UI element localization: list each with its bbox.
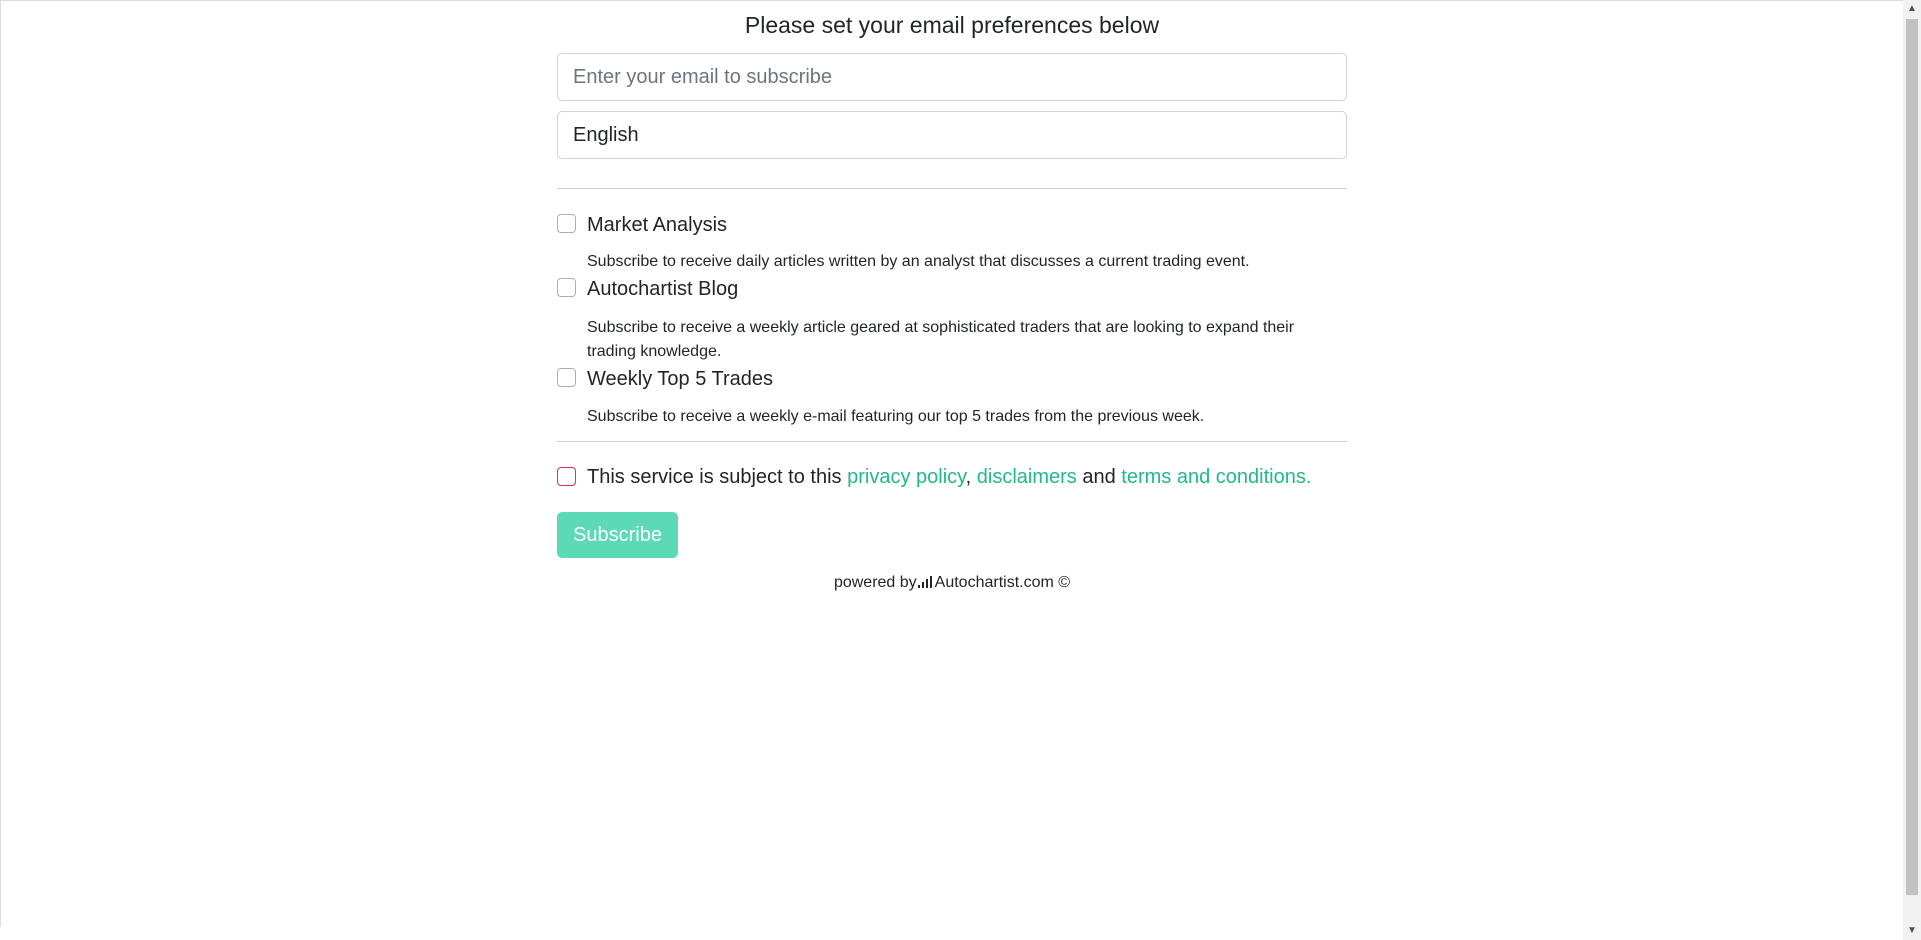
option-label: Autochartist Blog [587, 278, 739, 300]
scroll-down-arrow-icon[interactable]: ▼ [1907, 925, 1917, 936]
terms-and-conditions-link[interactable]: terms and conditions. [1121, 466, 1312, 488]
terms-comma: , [965, 466, 972, 488]
powered-by-text: powered by [833, 574, 917, 591]
vertical-scrollbar[interactable] [1903, 0, 1921, 940]
terms-prefix: This service is subject to this [587, 466, 848, 488]
privacy-policy-link[interactable]: privacy policy [847, 466, 966, 488]
scrollbar-thumb[interactable] [1906, 19, 1918, 895]
option-weekly-top-5-trades [557, 366, 1347, 429]
option-label: Market Analysis [587, 214, 728, 236]
autochartist-blog-checkbox[interactable] [557, 278, 576, 297]
option-description: Subscribe to receive a weekly e-mail featuring our top 5 trades from the previous week. [587, 408, 1205, 425]
option-description: Subscribe to receive a weekly article geared at sophisticated traders that are looking to expand their trading knowledge. [587, 319, 1295, 360]
divider [557, 188, 1347, 189]
bottom-strip [0, 927, 1903, 940]
disclaimers-link[interactable]: disclaimers [976, 466, 1077, 488]
market-analysis-checkbox[interactable] [557, 214, 576, 233]
option-description: Subscribe to receive daily articles written by an analyst that discusses a current trading event. [587, 253, 1250, 270]
terms-and: and [1076, 466, 1122, 488]
terms-agreement [557, 464, 1347, 490]
terms-checkbox[interactable] [557, 467, 576, 486]
language-select[interactable] [557, 111, 1347, 159]
preferences-form [557, 1, 1347, 595]
subscribe-button[interactable]: Subscribe [557, 512, 678, 558]
divider [557, 441, 1347, 442]
weekly-top-5-trades-checkbox[interactable] [557, 368, 576, 387]
language-select-value: English [573, 123, 639, 146]
option-autochartist-blog [557, 276, 1347, 364]
option-market-analysis [557, 212, 1347, 274]
scroll-up-arrow-icon[interactable]: ▲ [1907, 3, 1917, 14]
brand-text: Autochartist.com © [934, 574, 1071, 591]
page-title: Please set your email preferences below [744, 12, 1160, 38]
autochartist-logo-icon [918, 572, 932, 584]
footer [557, 571, 1347, 595]
option-label: Weekly Top 5 Trades [587, 368, 774, 390]
email-input[interactable] [557, 53, 1347, 101]
